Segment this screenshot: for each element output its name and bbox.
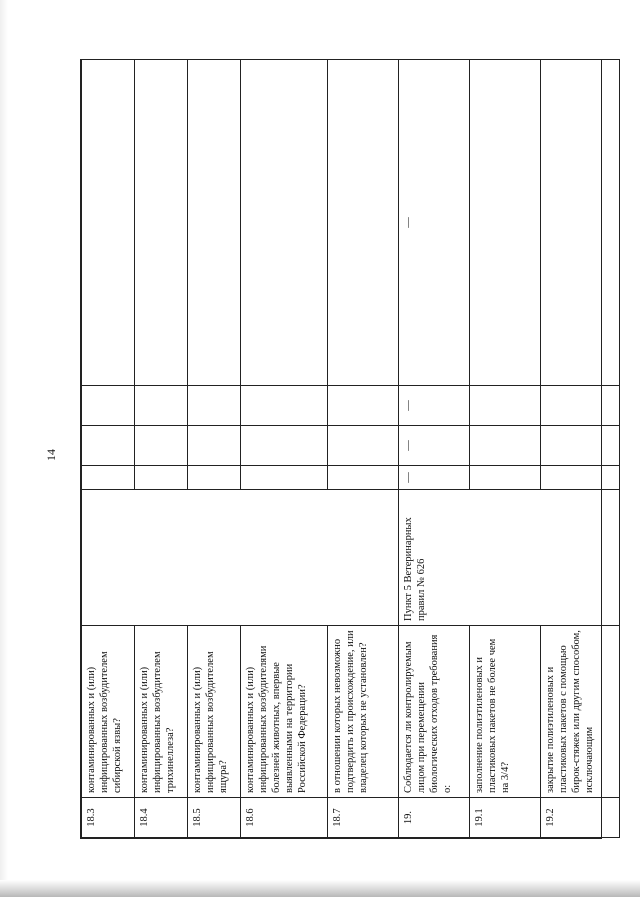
row-question: Соблюдается ли контролируемым лицом при перемещении биологических отходов требования о: [399, 626, 470, 798]
row-number: 18.7 [328, 798, 399, 838]
row-mark [135, 386, 188, 426]
row-mark [541, 386, 620, 426]
row-mark [82, 60, 135, 386]
row-mark [135, 60, 188, 386]
checklist-table [80, 59, 602, 839]
table-row [399, 60, 470, 838]
row-mark [541, 60, 620, 386]
table-row [241, 60, 328, 838]
page-number: 14 [44, 449, 58, 461]
row-number: 18.6 [241, 798, 328, 838]
table-row [188, 60, 241, 838]
row-question: в отношении которых невозможно подтвердить их происхождение, или владелец которых не установлен? [328, 626, 399, 798]
table-row [541, 60, 620, 838]
row-number: 19.2 [541, 798, 620, 838]
row-mark [82, 426, 135, 466]
table-row [328, 60, 399, 838]
table-row [135, 60, 188, 838]
row-mark: — [399, 60, 470, 386]
scan-edge-bottom [0, 880, 640, 897]
row-mark [135, 466, 188, 490]
row-number: 18.5 [188, 798, 241, 838]
row-mark [470, 60, 541, 386]
row-mark [135, 426, 188, 466]
row-mark [470, 426, 541, 466]
row-mark [541, 466, 620, 490]
row-reference: Пункт 5 Ветеринарных правил № 626 [399, 490, 620, 626]
row-mark: — [399, 426, 470, 466]
row-mark [328, 426, 399, 466]
row-mark [328, 466, 399, 490]
row-mark: — [399, 466, 470, 490]
row-mark [241, 60, 328, 386]
row-mark [470, 466, 541, 490]
row-mark [188, 466, 241, 490]
row-reference [82, 490, 399, 626]
table-row [470, 60, 541, 838]
row-mark [328, 60, 399, 386]
row-question: заполнение полиэтиленовых и пластиковых пакетов не более чем на 3/4? [470, 626, 541, 798]
row-mark [541, 426, 620, 466]
row-number: 19.1 [470, 798, 541, 838]
row-mark [188, 60, 241, 386]
row-question: контаминированных и (или) инфицированных возбудителем сибирской язвы? [82, 626, 135, 798]
table-row [82, 60, 135, 838]
row-mark [241, 386, 328, 426]
row-number: 18.4 [135, 798, 188, 838]
row-mark [241, 426, 328, 466]
row-question: контаминированных и (или) инфицированных возбудителем ящура? [188, 626, 241, 798]
row-mark [328, 386, 399, 426]
row-mark [188, 426, 241, 466]
row-mark [82, 466, 135, 490]
row-question: контаминированных и (или) инфицированных возбудителем трихинеллеза? [135, 626, 188, 798]
row-mark [188, 386, 241, 426]
row-number: 18.3 [82, 798, 135, 838]
scan-edge-left [0, 0, 8, 897]
row-mark: — [399, 386, 470, 426]
row-mark [82, 386, 135, 426]
row-question: закрытие полиэтиленовых и пластиковых пакетов с помощью бирок-стяжек или другим способом, исключающим [541, 626, 620, 798]
row-question: контаминированных и (или) инфицированных возбудителями болезней животных, впервые выявленными на территории Российской Федерации? [241, 626, 328, 798]
checklist-table-grid [81, 59, 620, 838]
row-mark [470, 386, 541, 426]
row-number: 19. [399, 798, 470, 838]
row-mark [241, 466, 328, 490]
